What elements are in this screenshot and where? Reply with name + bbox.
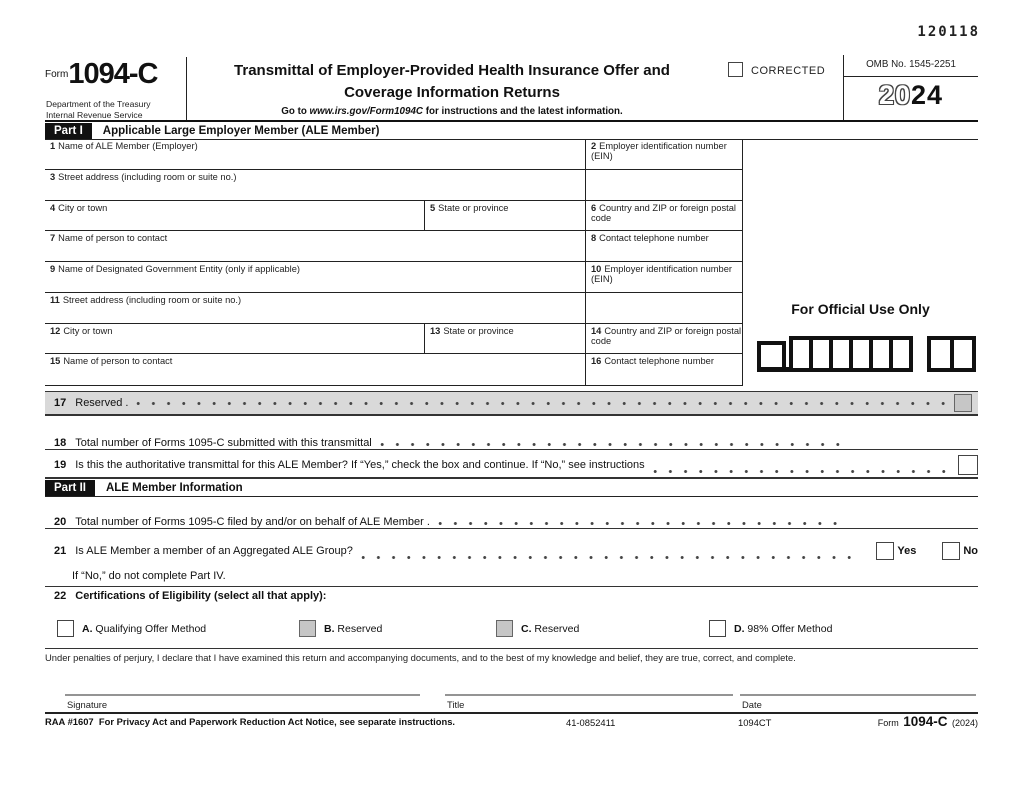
part2-bar [45,480,978,497]
goto-instructions: Go to www.irs.gov/Form1094C for instructions and the latest information. [281,105,623,117]
signature-line[interactable] [65,694,420,696]
footer-rule [45,712,978,714]
form-title-block [187,60,717,117]
official-use-cell [793,340,809,368]
line-19-label: Is this the authoritative transmittal for this ALE Member? If “Yes,” check the box and continue. If “No,” see instructions [75,458,645,471]
official-use-cell [761,345,782,368]
no-label: No [963,545,978,557]
field-2-ein-entry[interactable] [586,170,742,200]
signature-label: Signature [67,699,108,710]
part1-bar [45,123,978,140]
part1-title: Applicable Large Employer Member (ALE Member) [102,125,380,137]
form-word: Form [45,69,69,80]
form-identity [45,58,185,91]
part2-label: Part II [45,480,95,496]
field-15-contact-name[interactable]: 15 Name of person to contact [45,354,586,385]
official-use-box-group-2 [789,336,913,372]
field-2-ein[interactable]: 2 Employer identification number (EIN) [591,141,727,161]
line-22-label: Certifications of Eligibility (select all that apply): [75,590,327,602]
form-title-line2: Coverage Information Returns [344,83,560,101]
footer-code-2: 1094CT [738,717,772,728]
title-label: Title [447,699,465,710]
line-20-number: 20 [54,516,67,528]
cert-c-reserved: C. Reserved [496,620,579,637]
perjury-statement: Under penalties of perjury, I declare that I have examined this return and accompanying documents, and to the best of my knowledge and belief, they are true, correct, and complete. [45,652,796,663]
line-22-number: 22 [54,590,67,602]
field-14-country-zip[interactable]: 14 Country and ZIP or foreign postal code [591,325,742,346]
field-13-state[interactable]: 13 State or province [425,324,586,354]
cert-c-checkbox [496,620,513,637]
field-6-country-zip[interactable]: 6 Country and ZIP or foreign postal code [591,202,736,223]
header-bottom-rule [45,120,978,122]
field-4-city[interactable]: 4 City or town [45,201,425,231]
part1-table [45,139,743,386]
line-18-label: Total number of Forms 1095-C submitted with this transmittal [75,437,372,449]
page-serial-number: 120118 [917,24,980,40]
field-11-street-address[interactable]: 11 Street address (including room or suite no.) [45,293,586,323]
footer-notice [45,716,455,727]
footer-code-1: 41-0852411 [566,717,616,728]
line-17-reserved-row [45,391,978,416]
line-21-label: Is ALE Member a member of an Aggregated ALE Group? [75,545,353,557]
agency-line1: Department of the Treasury [46,99,151,109]
line-20-label: Total number of Forms 1095-C filed by and/or on behalf of ALE Member . [75,516,430,528]
form-title-line1: Transmittal of Employer-Provided Health Insurance Offer and [234,62,670,79]
date-line[interactable] [740,694,976,696]
dot-leader [653,462,952,475]
omb-underline [843,76,978,77]
line-21-row [45,540,978,562]
line-18-number: 18 [54,437,67,449]
dot-leader [380,435,840,448]
privacy-act-notice: For Privacy Act and Paperwork Reduction Act Notice, see separate instructions. [98,716,456,727]
omb-number: OMB No. 1545-2251 [866,59,956,70]
footer-form-reference: Form 1094-C (2024) [877,714,978,729]
cert-d-98-percent-offer-method: D. 98% Offer Method [709,620,832,637]
table-row [45,262,742,293]
line-17-label: Reserved . [75,397,129,409]
line-21-yes-checkbox[interactable] [876,542,894,560]
year-bold-digits: 24 [911,80,944,110]
official-use-cell [954,340,973,368]
official-use-cell [873,340,889,368]
title-line[interactable] [445,694,733,696]
cert-a-checkbox[interactable] [57,620,74,637]
line-19-authoritative-checkbox[interactable] [958,455,978,475]
official-use-cell [853,340,869,368]
part2-title: ALE Member Information [105,482,243,494]
table-row [45,324,742,355]
line-18-row [45,431,978,450]
line-21-note: If “No,” do not complete Part IV. [72,570,226,582]
line-21-no-checkbox[interactable] [942,542,960,560]
dot-leader [438,514,840,527]
corrected-checkbox[interactable] [728,62,743,77]
official-use-cell [931,340,950,368]
cert-a-qualifying-offer-method: A. Qualifying Offer Method [57,620,206,637]
dot-leader [361,548,863,561]
line-21-number: 21 [54,545,67,557]
official-use-only-title: For Official Use Only [791,301,930,317]
agency-line2: Internal Revenue Service [46,109,143,120]
form-number: 1094-C [68,58,158,90]
official-use-cell [813,340,829,368]
table-row [45,231,742,262]
table-row [45,170,742,201]
field-7-contact-name[interactable]: 7 Name of person to contact [45,231,586,261]
field-10-ein[interactable]: 10 Employer identification number (EIN) [591,264,732,284]
line-19-number: 19 [54,458,67,471]
raa-number: RAA #1607 [45,716,94,727]
table-row [45,354,742,385]
date-label: Date [742,699,762,710]
table-row [45,201,742,232]
line-17-reserved-checkbox [954,394,972,412]
field-9-dge-name[interactable]: 9 Name of Designated Government Entity (only if applicable) [45,262,586,292]
line-20-row [45,510,978,529]
irs-url: www.irs.gov/Form1094C [309,105,423,117]
table-row [45,139,742,170]
line-19-row [45,452,978,479]
tax-year [844,80,978,111]
table-row [45,293,742,324]
corrected-label: CORRECTED [751,65,826,77]
official-use-cell [893,340,909,368]
part1-label: Part I [45,123,92,139]
field-12-city[interactable]: 12 City or town [45,324,425,354]
yes-label: Yes [897,545,917,557]
official-use-box-group-3 [927,336,976,372]
year-outline-digits: 20 [878,80,911,110]
field-16-contact-phone[interactable]: 16 Contact telephone number [591,356,714,367]
rule-above-perjury [45,648,978,649]
field-5-state[interactable]: 5 State or province [425,201,586,231]
field-8-contact-phone[interactable]: 8 Contact telephone number [591,233,709,244]
field-3-street-address[interactable]: 3 Street address (including room or suite no.) [45,170,586,200]
dot-leader [136,394,948,407]
line-22-row [45,590,978,602]
rule-under-line-21 [45,586,978,587]
field-1-name-of-ale-member[interactable]: 1 Name of ALE Member (Employer) [45,139,586,169]
field-10-ein-entry[interactable] [586,293,742,323]
official-use-cell [833,340,849,368]
line-17-number: 17 [54,397,67,409]
cert-b-reserved: B. Reserved [299,620,382,637]
cert-b-checkbox [299,620,316,637]
cert-d-checkbox[interactable] [709,620,726,637]
agency-block [46,99,151,120]
